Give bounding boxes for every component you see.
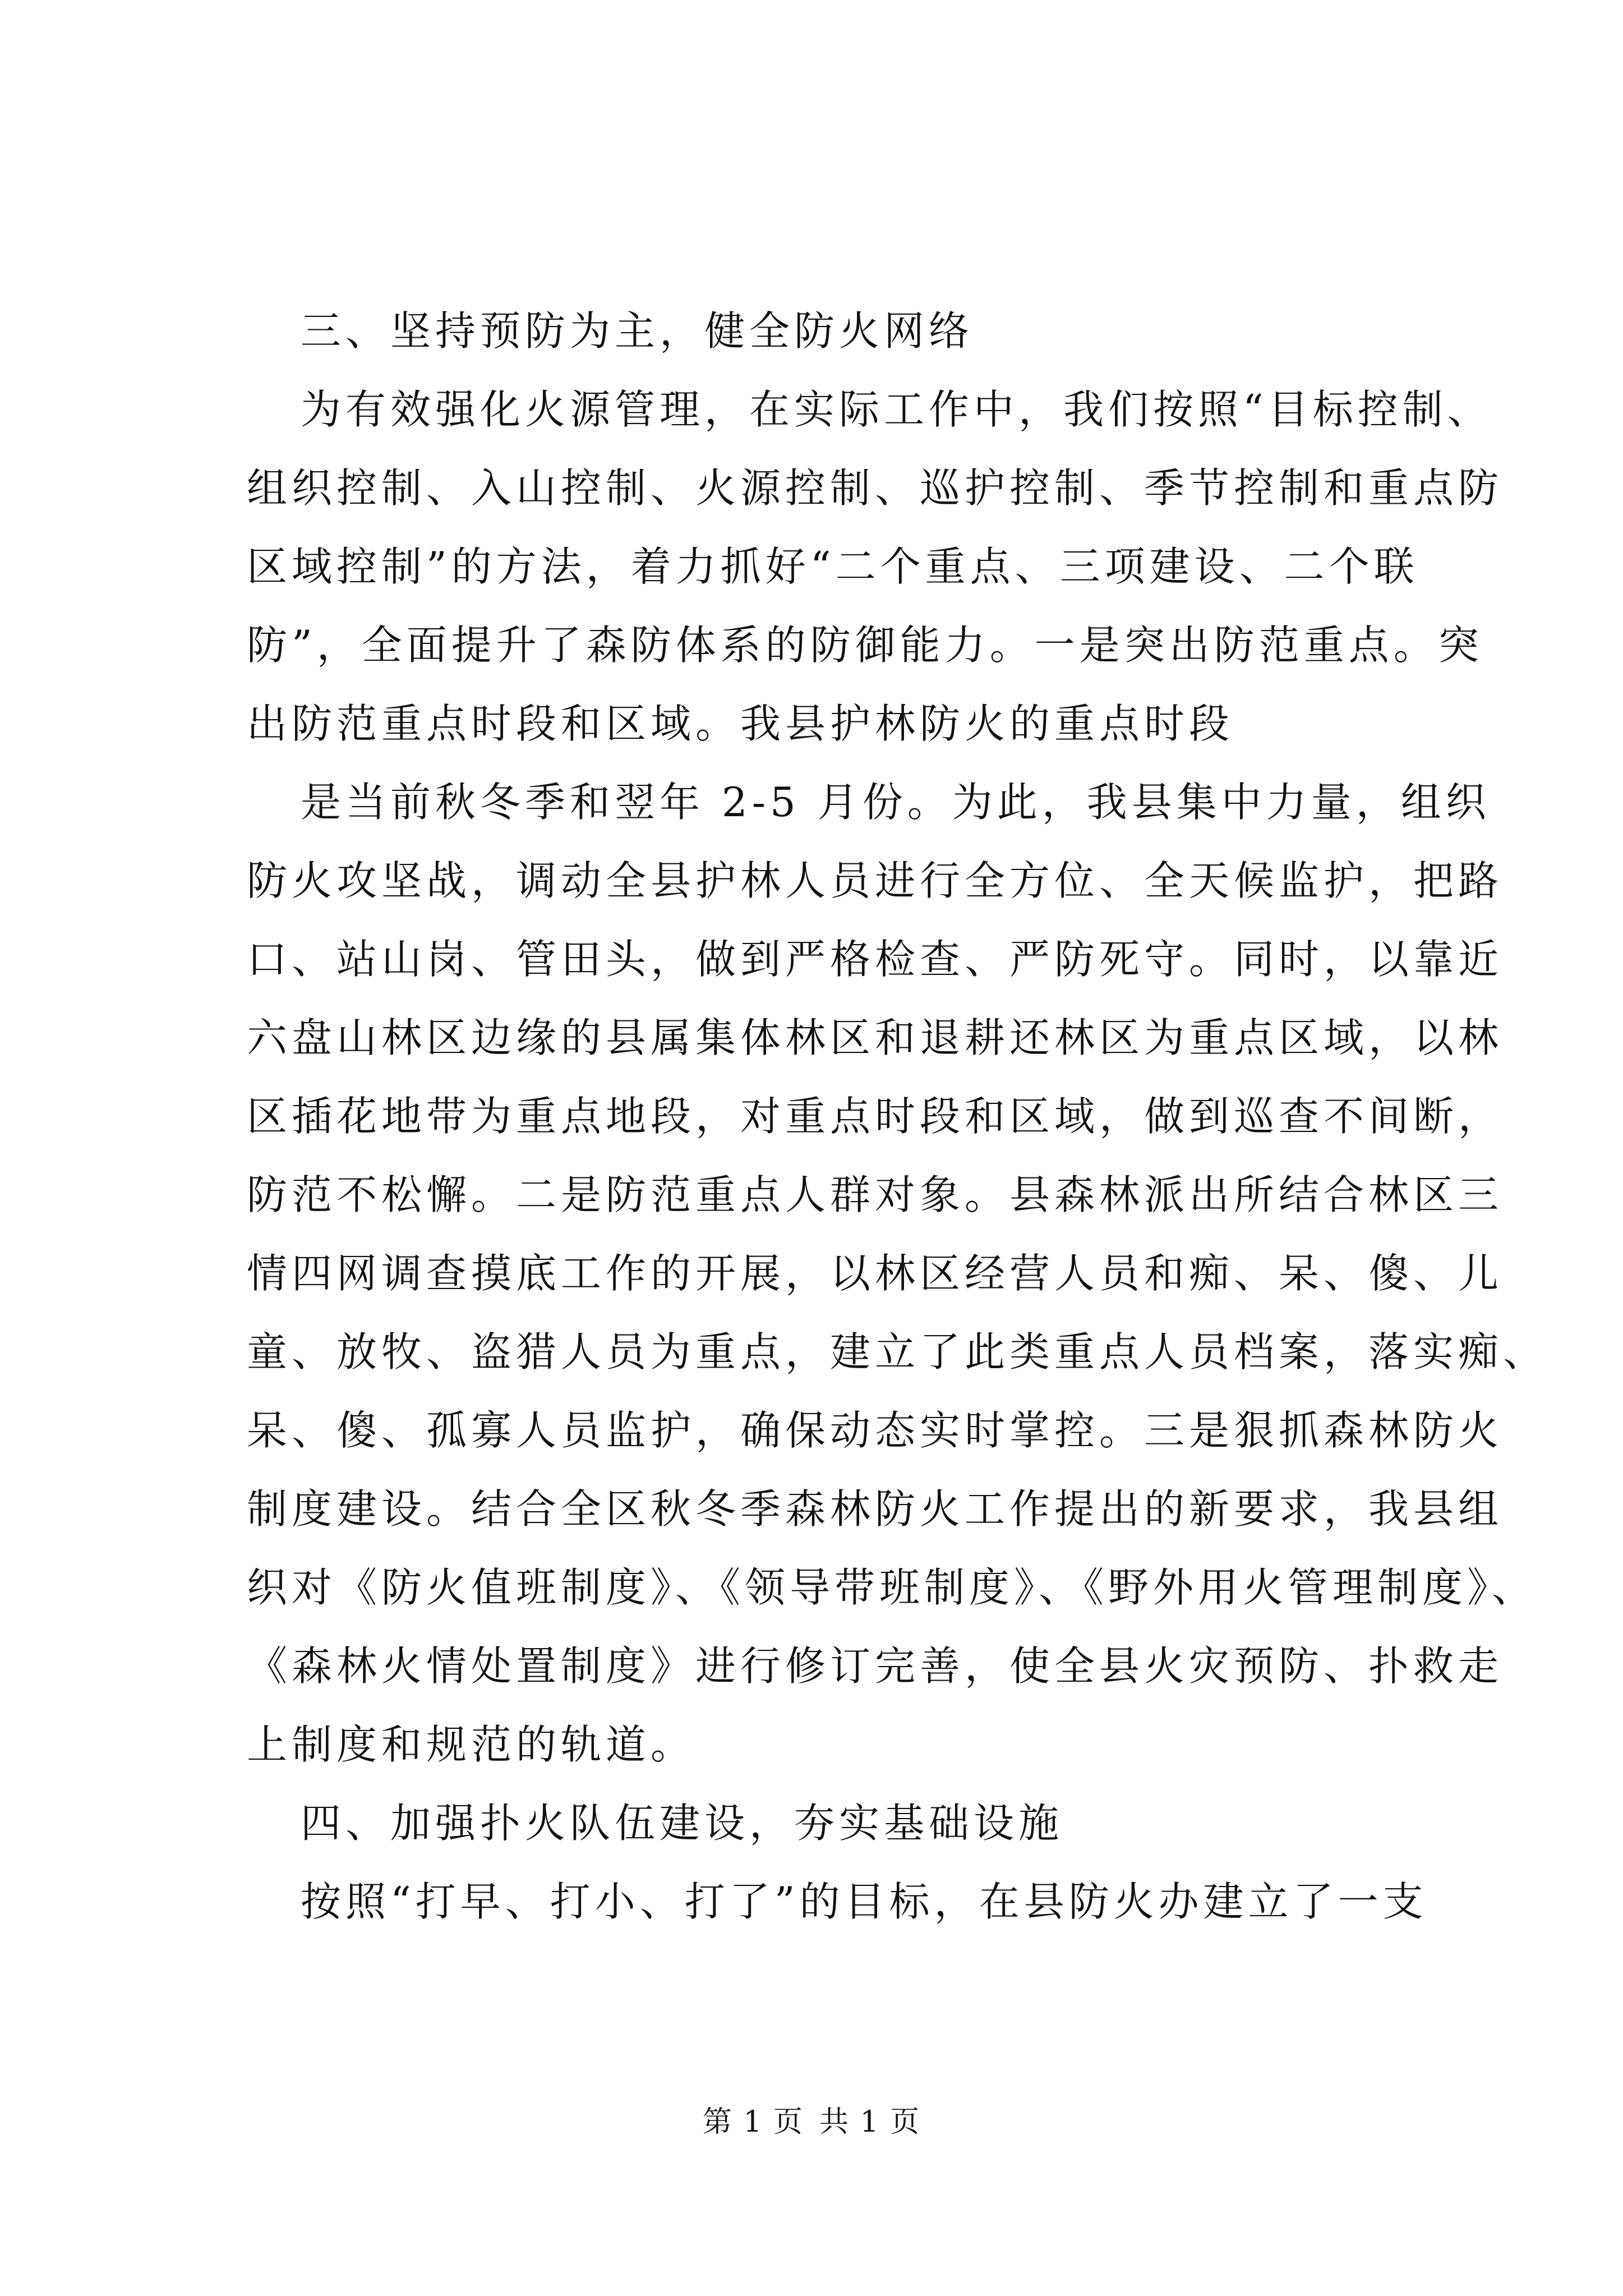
paragraph-line: 情四网调查摸底工作的开展，以林区经营人员和痴、呆、傻、儿 bbox=[247, 1250, 1504, 1297]
paragraph-line: 为有效强化火源管理，在实际工作中，我们按照“目标控制、 bbox=[301, 386, 1492, 433]
paragraph-line: 区域控制”的方法，着力抓好“二个重点、三项建设、二个联 bbox=[247, 543, 1419, 590]
paragraph-line: 是当前秋冬季和翌年 2-5 月份。为此，我县集中力量，组织 bbox=[301, 779, 1491, 826]
paragraph-line: 区插花地带为重点地段，对重点时段和区域，做到巡查不间断， bbox=[247, 1093, 1504, 1140]
paragraph-line: 防范不松懈。二是防范重点人群对象。县森林派出所结合林区三 bbox=[247, 1171, 1504, 1218]
paragraph-line: 制度建设。结合全区秋冬季森林防火工作提出的新要求，我县组 bbox=[247, 1485, 1504, 1533]
paragraph-line: 《森林火情处置制度》进行修订完善，使全县火灾预防、扑救走 bbox=[247, 1642, 1504, 1690]
page-footer bbox=[0, 2102, 1623, 2142]
paragraph-line: 按照“打早、打小、打了”的目标，在县防火办建立了一支 bbox=[301, 1878, 1428, 1925]
paragraph-line: 口、站山岗、管田头，做到严格检查、严防死守。同时，以靠近 bbox=[247, 936, 1504, 983]
page-number: 第 1 页 bbox=[702, 2105, 804, 2139]
paragraph-line: 童、放牧、盗猎人员为重点，建立了此类重点人员档案，落实痴、 bbox=[247, 1328, 1548, 1375]
paragraph-line: 出防范重点时段和区域。我县护林防火的重点时段 bbox=[247, 700, 1234, 747]
paragraph-line: 组织控制、入山控制、火源控制、巡护控制、季节控制和重点防 bbox=[247, 464, 1504, 512]
section-heading-4: 四、加强扑火队伍建设，夯实基础设施 bbox=[301, 1800, 1064, 1847]
paragraph-line: 防火攻坚战，调动全县护林人员进行全方位、全天候监护，把路 bbox=[247, 857, 1504, 904]
paragraph-line: 防”，全面提升了森防体系的防御能力。一是突出防范重点。突 bbox=[247, 622, 1483, 669]
section-heading-3: 三、坚持预防为主，健全防火网络 bbox=[301, 307, 974, 355]
paragraph-line: 上制度和规范的轨道。 bbox=[247, 1721, 696, 1768]
paragraph-line: 织对《防火值班制度》、《领导带班制度》、《野外用火管理制度》、 bbox=[247, 1564, 1537, 1611]
paragraph-line: 呆、傻、孤寡人员监护，确保动态实时掌控。三是狠抓森林防火 bbox=[247, 1407, 1504, 1454]
paragraph-line: 六盘山林区边缘的县属集体林区和退耕还林区为重点区域，以林 bbox=[247, 1014, 1504, 1061]
page-total: 共 1 页 bbox=[819, 2105, 921, 2139]
